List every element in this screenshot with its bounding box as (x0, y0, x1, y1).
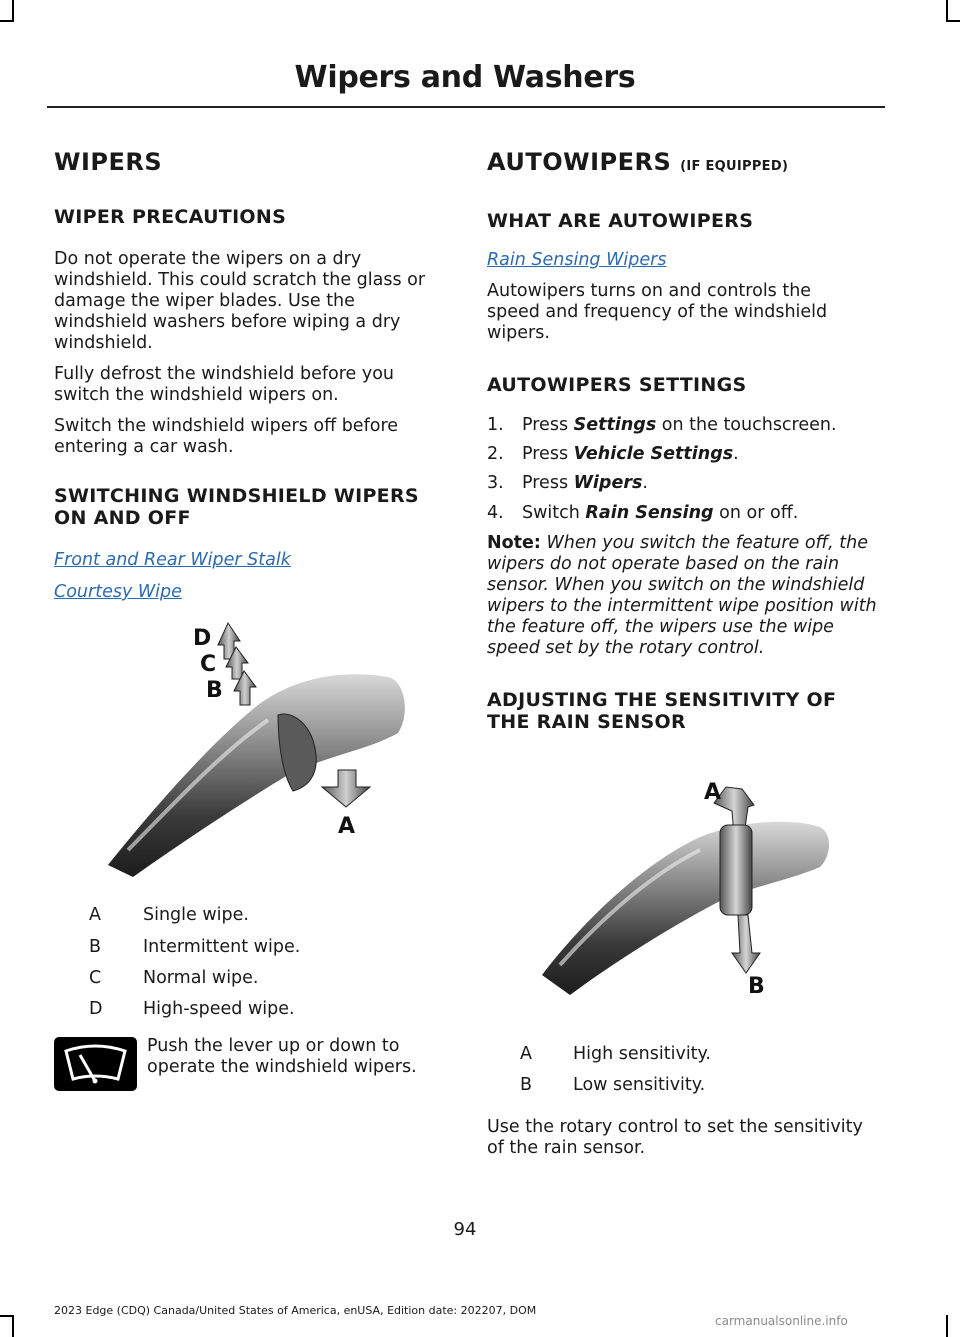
rotary-ring (720, 825, 752, 915)
heading-autowipers-settings: AUTOWIPERS SETTINGS (487, 374, 747, 396)
heading-wiper-precautions: WIPER PRECAUTIONS (54, 206, 287, 228)
figure-label-a: A (338, 814, 356, 839)
step-item: 4. Switch Rain Sensing on or off. (487, 503, 799, 523)
link-courtesy-wipe[interactable]: Courtesy Wipe (54, 582, 182, 602)
footer-edition: 2023 Edge (CDQ) Canada/United States of America, enUSA, Edition date: 202207, DOM (54, 1304, 537, 1317)
stalk-body (108, 674, 405, 877)
heading-adjusting-sensitivity: ADJUSTING THE SENSITIVITY OF THE RAIN SENSOR (487, 689, 837, 733)
section-title-wipers: WIPERS (54, 148, 163, 176)
page-number: 94 (453, 1219, 477, 1240)
link-front-rear-wiper-stalk[interactable]: Front and Rear Wiper Stalk (54, 550, 291, 570)
step-item: 3. Press Wipers. (487, 473, 648, 493)
wiper-icon-description: Push the lever up or down to operate the windshield wipers. (147, 1036, 417, 1077)
precautions-paragraph-1: Do not operate the wipers on a dry windshield. This could scratch the glass or damage the wiper blades. Use the windshield washers before wiping a dry windshield. (54, 249, 426, 353)
crop-mark (946, 0, 948, 22)
rain-sensor-rotary-figure (520, 775, 875, 1020)
windshield-wiper-icon-glyph (54, 1037, 137, 1091)
closing-paragraph: Use the rotary control to set the sensitivity of the rain sensor. (487, 1117, 863, 1158)
figure-label-b: B (206, 678, 223, 703)
figure-label-b: B (748, 974, 765, 999)
step-item: 2. Press Vehicle Settings. (487, 444, 739, 464)
windshield-wiper-icon (54, 1037, 137, 1091)
page-header-title: Wipers and Washers (294, 60, 636, 95)
crop-mark (0, 1315, 14, 1317)
note-block: Note: When you switch the feature off, the wipers do not operate based on the rain sensor. When you switch on the windshield wipers to the intermittent wipe position with the feature off, the wipers use the wipe speed set by the rotary control. (487, 533, 877, 658)
stalk-body (542, 822, 829, 995)
heading-switching-wipers: SWITCHING WINDSHIELD WIPERS ON AND OFF (54, 485, 419, 529)
crop-mark (12, 1315, 14, 1337)
heading-what-are-autowipers: WHAT ARE AUTOWIPERS (487, 210, 754, 232)
precautions-paragraph-2: Fully defrost the windshield before you switch the windshield wipers on. (54, 364, 395, 405)
section-title-autowipers: AUTOWIPERS (IF EQUIPPED) (487, 148, 789, 176)
arrow-down-a (322, 770, 370, 807)
header-divider (47, 106, 885, 108)
watermark: carmanualsonline.info (715, 1314, 848, 1328)
crop-mark (0, 20, 14, 22)
autowipers-description: Autowipers turns on and controls the speed and frequency of the windshield wipers. (487, 281, 828, 343)
figure-label-c: C (200, 652, 217, 677)
crop-mark (946, 1315, 948, 1337)
crop-mark (12, 0, 14, 22)
arrow-down-b (732, 915, 760, 973)
figure-label-d: D (193, 626, 212, 651)
step-item: 1. Press Settings on the touchscreen. (487, 415, 837, 435)
crop-mark (946, 20, 960, 22)
precautions-paragraph-3: Switch the windshield wipers off before entering a car wash. (54, 416, 399, 457)
wiper-stalk-figure (88, 615, 438, 880)
link-rain-sensing-wipers[interactable]: Rain Sensing Wipers (487, 250, 667, 270)
figure-label-a: A (704, 780, 722, 805)
